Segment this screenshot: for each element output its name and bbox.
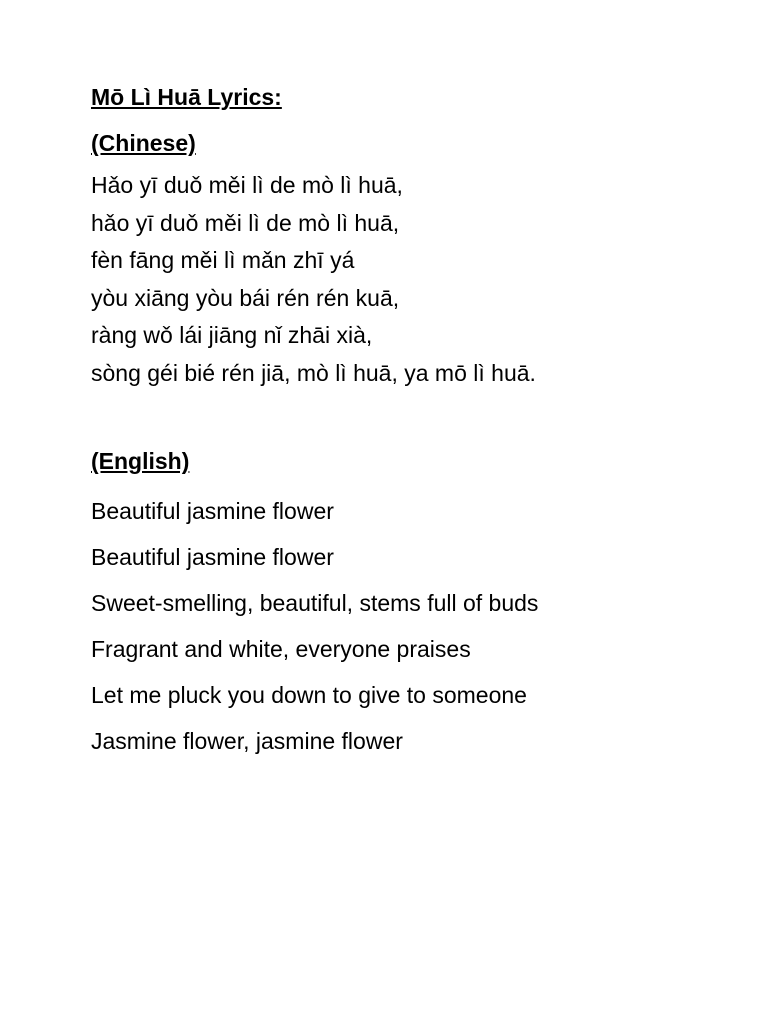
chinese-lyric-line: hǎo yī duǒ měi lì de mò lì huā, (91, 209, 400, 236)
document-page (91, 80, 751, 764)
english-lyric-line: Beautiful jasmine flower (91, 544, 334, 570)
english-lyric-line: Sweet-smelling, beautiful, stems full of buds (91, 590, 539, 616)
chinese-lyric-line: Hǎo yī duǒ měi lì de mò lì huā, (91, 172, 403, 198)
chinese-lyric-line: yòu xiāng yòu bái rén rén kuā, (91, 284, 400, 311)
chinese-heading: (Chinese) (91, 130, 196, 156)
english-lyric-line: Let me pluck you down to give to someone (91, 682, 527, 708)
chinese-lyrics (91, 167, 751, 392)
chinese-lyric-line: sòng géi bié rén jiā, mò lì huā, ya mō lì huā. (91, 359, 536, 386)
english-lyric-line: Jasmine flower, jasmine flower (91, 728, 403, 754)
english-lyric-line: Fragrant and white, everyone praises (91, 636, 471, 662)
document-title: Mō Lì Huā Lyrics: (91, 84, 282, 110)
english-heading: (English) (91, 448, 190, 474)
english-lyrics (91, 488, 751, 764)
english-lyric-line: Beautiful jasmine flower (91, 498, 334, 524)
chinese-lyric-line: fèn fāng měi lì mǎn zhī yá (91, 247, 355, 273)
chinese-lyric-line: ràng wǒ lái jiāng nǐ zhāi xià, (91, 322, 373, 348)
